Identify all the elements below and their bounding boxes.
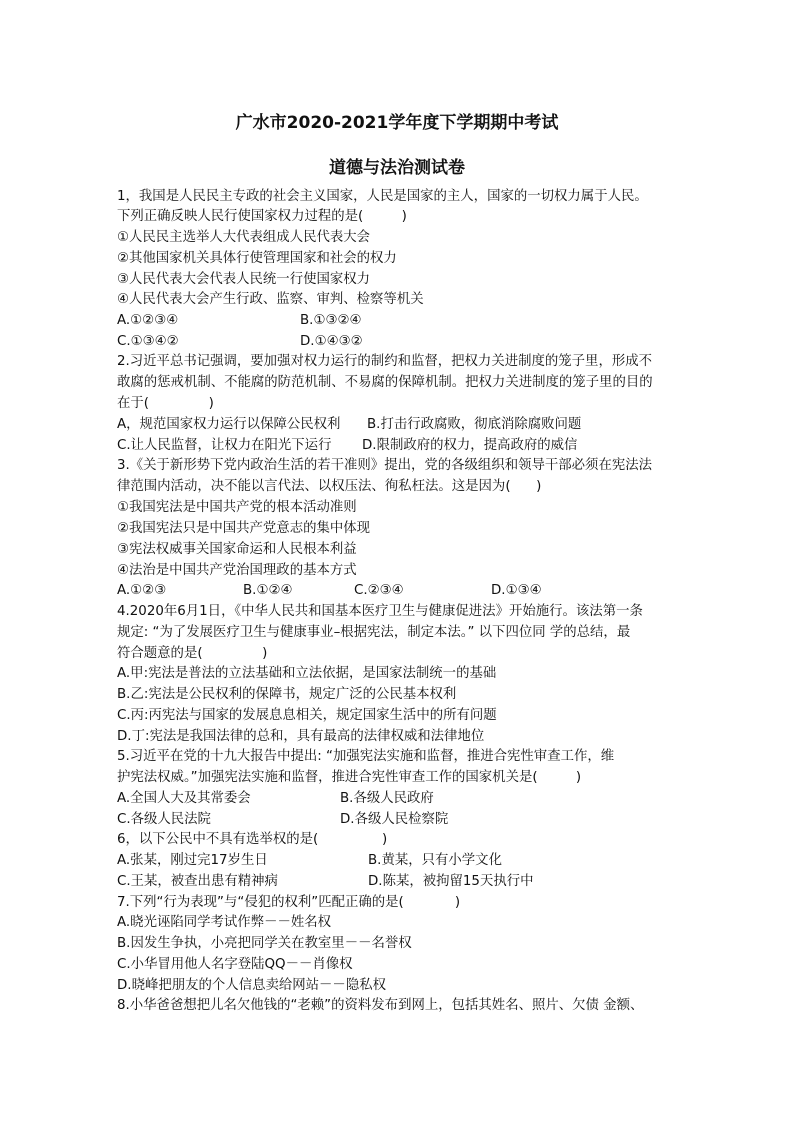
q5-stem-line-1: 5.习近平在党的十九大报告中提出: “加强宪法实施和监督，推进合宪性审查工作，维 — [117, 749, 615, 764]
q1-option-d: D.①④③② — [300, 334, 363, 349]
exam-title: 广水市2020-2021学年度下学期期中考试 — [235, 113, 559, 133]
q1-statement-2: ②其他国家机关具体行使管理国家和社会的权力 — [117, 251, 397, 266]
q2-stem-line-2: 敢腐的惩戒机制、不能腐的防范机制、不易腐的保障机制。把权力关进制度的笼子里的目的 — [117, 375, 653, 390]
q2-stem-line-1: 2.习近平总书记强调，要加强对权力运行的制约和监督，把权力关进制度的笼子里，形成不 — [117, 354, 653, 369]
q6-stem: 6，以下公民中不具有选举权的是( ) — [117, 832, 388, 847]
q5-option-a: A.全国人大及其常委会 — [117, 791, 251, 806]
q5-stem-line-2: 护宪法权威。”加强宪法实施和监督，推进合宪性审查工作的国家机关是( ) — [117, 770, 582, 785]
q7-option-b: B.因发生争执，小亮把同学关在教室里－－名誉权 — [117, 936, 412, 951]
q1-statement-1: ①人民民主选举人大代表组成人民代表大会 — [117, 230, 371, 245]
q3-statement-2: ②我国宪法只是中国共产党意志的集中体现 — [117, 521, 371, 536]
q7-option-a: A.晓光诬陷同学考试作弊－－姓名权 — [117, 915, 332, 930]
q4-option-b: B.乙:宪法是公民权利的保障书，规定广泛的公民基本权利 — [117, 687, 457, 702]
q2-option-a: A，规范国家权力运行以保障公民权利 — [117, 417, 341, 432]
q1-statement-4: ④人民代表大会产生行政、监察、审判、检察等机关 — [117, 292, 424, 307]
q1-option-a: A.①②③④ — [117, 313, 179, 328]
q7-option-d: D.晓峰把朋友的个人信息卖给网站－－隐私权 — [117, 978, 386, 993]
q1-statement-3: ③人民代表大会代表人民统一行使国家权力 — [117, 272, 371, 287]
q6-option-b: B.黄某，只有小学文化 — [368, 853, 502, 868]
q6-option-a: A.张某，刚过完17岁生日 — [117, 853, 268, 868]
q7-stem: 7.下列“行为表现”与“侵犯的权利”匹配正确的是( ) — [117, 895, 461, 910]
q4-stem-line-3: 符合题意的是( ) — [117, 646, 268, 661]
q3-stem-line-1: 3.《关于新形势下党内政治生活的若干准则》提出，党的各级组织和领导干部必须在宪法法 — [117, 458, 653, 473]
q2-option-c: C.让人民监督，让权力在阳光下运行 — [117, 438, 332, 453]
q4-option-a: A.甲:宪法是普法的立法基础和立法依据，是国家法制统一的基础 — [117, 666, 497, 681]
q5-option-b: B.各级人民政府 — [340, 791, 434, 806]
q5-option-d: D.各级人民检察院 — [340, 812, 449, 827]
q4-option-d: D.丁:宪法是我国法律的总和，具有最高的法律权威和法律地位 — [117, 729, 485, 744]
q3-statement-4: ④法治是中国共产党治国理政的基本方式 — [117, 563, 357, 578]
q6-option-c: C.王某，被查出患有精神病 — [117, 874, 278, 889]
q1-stem-line-1: 1，我国是人民民主专政的社会主义国家，人民是国家的主人，国家的一切权力属于人民。 — [117, 189, 648, 204]
q3-stem-line-2: 律范围内活动，决不能以言代法、以权压法、徇私枉法。这是因为( ) — [117, 479, 542, 494]
q7-option-c: C.小华冒用他人名字登陆QQ－－肖像权 — [117, 957, 353, 972]
q3-option-a: A.①②③ — [117, 583, 167, 598]
q6-option-d: D.陈某，被拘留15天执行中 — [368, 874, 534, 889]
q3-option-b: B.①②④ — [243, 583, 293, 598]
q4-option-c: C.丙:丙宪法与国家的发展息息相关，规定国家生活中的所有问题 — [117, 708, 497, 723]
q2-option-b: B.打击行政腐败，彻底消除腐败问题 — [367, 417, 582, 432]
q2-option-d: D.限制政府的权力，提高政府的威信 — [362, 438, 578, 453]
q2-stem-line-3: 在于( ) — [117, 396, 214, 411]
q5-option-c: C.各级人民法院 — [117, 812, 211, 827]
q4-stem-line-2: 规定: “为了发展医疗卫生与健康事业–根据宪法，制定本法。” 以下四位同 学的总结，最 — [117, 625, 631, 640]
q3-option-d: D.①③④ — [491, 583, 542, 598]
q1-option-b: B.①③②④ — [300, 313, 362, 328]
exam-subtitle: 道德与法治测试卷 — [329, 158, 465, 178]
q1-stem-line-2: 下列正确反映人民行使国家权力过程的是( ) — [117, 209, 407, 224]
q3-statement-3: ③宪法权威事关国家命运和人民根本利益 — [117, 542, 357, 557]
q8-stem: 8.小华爸爸想把儿名欠他钱的“老赖”的资料发布到网上，包括其姓名、照片、欠债 金额、 — [117, 998, 644, 1013]
q3-option-c: C.②③④ — [354, 583, 404, 598]
q4-stem-line-1: 4.2020年6月1日，《中华人民共和国基本医疗卫生与健康促进法》开始施行。该法第一条 — [117, 604, 643, 619]
q3-statement-1: ①我国宪法是中国共产党的根本活动准则 — [117, 500, 357, 515]
q1-option-c: C.①③④② — [117, 334, 179, 349]
